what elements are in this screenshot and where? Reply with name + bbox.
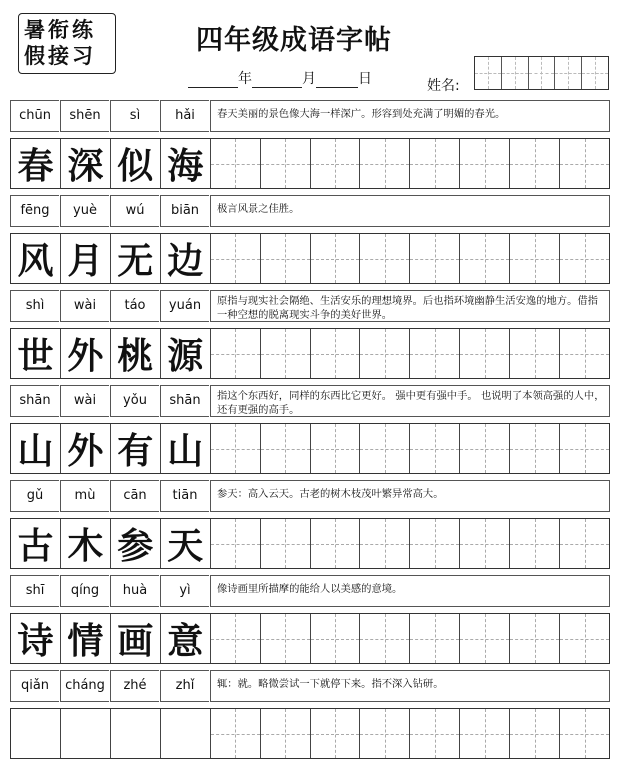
practice-cell[interactable] <box>460 329 510 378</box>
practice-cell[interactable] <box>460 709 510 758</box>
model-character: 源 <box>167 335 204 377</box>
idiom-block <box>10 290 610 379</box>
model-character: 风 <box>17 240 54 282</box>
model-character-cell <box>11 139 61 188</box>
pinyin-cell: cān <box>110 480 159 512</box>
practice-cell[interactable] <box>410 139 460 188</box>
pinyin-cell: zhé <box>110 670 159 702</box>
model-character-cell <box>161 519 211 568</box>
practice-cell[interactable] <box>460 614 510 663</box>
practice-cell[interactable] <box>211 139 261 188</box>
model-character-cell <box>61 614 111 663</box>
pinyin-cell: táo <box>110 290 159 322</box>
model-character-cell <box>61 329 111 378</box>
idiom-block <box>10 195 610 284</box>
pinyin-cell: chūn <box>10 100 59 132</box>
pinyin-cell: yuè <box>60 195 109 227</box>
day-label: 日 <box>358 71 372 87</box>
pinyin-row <box>10 480 610 512</box>
name-grid[interactable] <box>474 56 609 90</box>
model-character: 有 <box>117 430 154 472</box>
date-line <box>188 68 372 88</box>
practice-cell[interactable] <box>510 234 560 283</box>
practice-cell[interactable] <box>311 424 361 473</box>
practice-cell[interactable] <box>360 139 410 188</box>
practice-cell[interactable] <box>211 519 261 568</box>
practice-grid <box>10 423 610 474</box>
practice-cell[interactable] <box>360 614 410 663</box>
practice-cell[interactable] <box>560 519 609 568</box>
practice-cell[interactable] <box>261 709 311 758</box>
practice-cell[interactable] <box>410 234 460 283</box>
practice-cell[interactable] <box>510 519 560 568</box>
idiom-block <box>10 100 610 189</box>
idiom-block <box>10 575 610 664</box>
practice-cell[interactable] <box>311 709 361 758</box>
pinyin-cell: cháng <box>60 670 109 702</box>
practice-cell[interactable] <box>360 234 410 283</box>
model-character-cell <box>111 329 161 378</box>
model-character-cell <box>111 519 161 568</box>
model-character: 画 <box>117 620 154 662</box>
model-character-cell <box>111 424 161 473</box>
practice-grid <box>10 328 610 379</box>
model-character: 似 <box>117 145 154 187</box>
year-blank[interactable] <box>188 73 238 88</box>
model-character-cell <box>61 519 111 568</box>
model-character-cell <box>11 614 61 663</box>
pinyin-cell: gǔ <box>10 480 59 512</box>
pinyin-cell: wài <box>60 290 109 322</box>
pinyin-cell: shān <box>160 385 209 417</box>
logo-box <box>18 13 116 74</box>
model-character-cell <box>111 614 161 663</box>
pinyin-cell: biān <box>160 195 209 227</box>
definition-text: 指这个东西好，同样的东西比它更好。 强中更有强中手。 也说明了本领高强的人中，还有更强的高手。 <box>210 385 610 417</box>
practice-cell[interactable] <box>261 614 311 663</box>
pinyin-row <box>10 100 610 132</box>
model-character: 古 <box>17 525 54 567</box>
practice-cell[interactable] <box>360 424 410 473</box>
model-character: 桃 <box>117 335 154 377</box>
practice-cell[interactable] <box>560 424 609 473</box>
model-character: 参 <box>117 525 154 567</box>
practice-cell[interactable] <box>311 329 361 378</box>
logo-line-1: 暑衔练 <box>24 17 96 42</box>
practice-cell[interactable] <box>510 614 560 663</box>
pinyin-cell: fēng <box>10 195 59 227</box>
model-character: 深 <box>67 145 104 187</box>
practice-grid <box>10 138 610 189</box>
pinyin-cell: wú <box>110 195 159 227</box>
practice-cell[interactable] <box>560 329 609 378</box>
pinyin-cell: shēn <box>60 100 109 132</box>
name-label: 姓名: <box>427 78 460 94</box>
practice-cell[interactable] <box>211 329 261 378</box>
pinyin-cell: tiān <box>160 480 209 512</box>
practice-cell[interactable] <box>410 614 460 663</box>
pinyin-cell: wài <box>60 385 109 417</box>
practice-cell[interactable] <box>261 139 311 188</box>
pinyin-row <box>10 670 610 702</box>
practice-cell[interactable] <box>410 329 460 378</box>
pinyin-row <box>10 575 610 607</box>
model-character-cell <box>11 519 61 568</box>
model-character-cell <box>61 139 111 188</box>
practice-cell[interactable] <box>311 614 361 663</box>
pinyin-row <box>10 195 610 227</box>
pinyin-cell: yì <box>160 575 209 607</box>
model-character: 山 <box>167 430 204 472</box>
idiom-block <box>10 480 610 569</box>
model-character-cell <box>161 424 211 473</box>
pinyin-cell: sì <box>110 100 159 132</box>
practice-cell[interactable] <box>560 234 609 283</box>
model-character: 木 <box>67 525 104 567</box>
model-character-cell <box>161 139 211 188</box>
month-label: 月 <box>302 71 316 87</box>
pinyin-cell: qíng <box>60 575 109 607</box>
model-character: 世 <box>17 335 54 377</box>
pinyin-cell: shì <box>10 290 59 322</box>
practice-cell[interactable] <box>460 139 510 188</box>
practice-cell[interactable] <box>311 139 361 188</box>
model-character: 山 <box>17 430 54 472</box>
practice-cell[interactable] <box>161 709 211 758</box>
practice-cell[interactable] <box>560 709 609 758</box>
practice-cell[interactable] <box>111 709 161 758</box>
model-character: 天 <box>167 525 204 567</box>
model-character-cell <box>111 139 161 188</box>
practice-cell[interactable] <box>61 709 111 758</box>
practice-cell[interactable] <box>410 424 460 473</box>
definition-text: 原指与现实社会隔绝、生活安乐的理想境界。后也指环境幽静生活安逸的地方。借指一种空想的脱离现实斗争的美好世界。 <box>210 290 610 322</box>
practice-cell[interactable] <box>560 614 609 663</box>
definition-text: 极言风景之佳胜。 <box>210 195 610 227</box>
practice-cell[interactable] <box>410 519 460 568</box>
definition-text: 春天美丽的景色像大海一样深广。形容到处充满了明媚的春光。 <box>210 100 610 132</box>
practice-grid <box>10 613 610 664</box>
model-character: 月 <box>67 240 104 282</box>
practice-cell[interactable] <box>211 709 261 758</box>
idiom-block <box>10 385 610 474</box>
practice-cell[interactable] <box>460 424 510 473</box>
practice-cell[interactable] <box>311 519 361 568</box>
practice-cell[interactable] <box>360 519 410 568</box>
definition-text: 参天：高入云天。古老的树木枝茂叶繁异常高大。 <box>210 480 610 512</box>
practice-grid <box>10 233 610 284</box>
page-title: 四年级成语字帖 <box>196 25 392 56</box>
practice-cell[interactable] <box>211 614 261 663</box>
model-character-cell <box>161 614 211 663</box>
practice-cell[interactable] <box>211 424 261 473</box>
pinyin-cell: huà <box>110 575 159 607</box>
practice-cell[interactable] <box>211 234 261 283</box>
model-character-cell <box>161 234 211 283</box>
model-character: 春 <box>17 145 54 187</box>
pinyin-cell: mù <box>60 480 109 512</box>
practice-cell[interactable] <box>460 519 510 568</box>
idiom-block <box>10 670 610 759</box>
pinyin-row <box>10 385 610 417</box>
model-character-cell <box>61 234 111 283</box>
pinyin-cell: hǎi <box>160 100 209 132</box>
model-character: 外 <box>67 430 104 472</box>
practice-cell[interactable] <box>510 329 560 378</box>
model-character: 边 <box>167 240 204 282</box>
model-character-cell <box>161 329 211 378</box>
pinyin-cell: yuán <box>160 290 209 322</box>
model-character: 海 <box>167 145 204 187</box>
day-blank[interactable] <box>316 73 358 88</box>
practice-cell[interactable] <box>460 234 510 283</box>
pinyin-row <box>10 290 610 322</box>
model-character: 无 <box>117 240 154 282</box>
model-character: 诗 <box>17 620 54 662</box>
model-character-cell <box>11 234 61 283</box>
pinyin-cell: qiǎn <box>10 670 59 702</box>
month-blank[interactable] <box>252 73 302 88</box>
practice-cell[interactable] <box>261 234 311 283</box>
pinyin-cell: yǒu <box>110 385 159 417</box>
model-character: 情 <box>67 620 104 662</box>
practice-cell[interactable] <box>410 709 460 758</box>
practice-cell[interactable] <box>311 234 361 283</box>
practice-cell[interactable] <box>510 139 560 188</box>
logo-line-2: 假接习 <box>24 43 96 68</box>
model-character-cell <box>11 424 61 473</box>
practice-cell[interactable] <box>261 424 311 473</box>
practice-grid <box>10 708 610 759</box>
definition-text: 辄：就。略微尝试一下就停下来。指不深入钻研。 <box>210 670 610 702</box>
definition-text: 像诗画里所描摩的能给人以美感的意境。 <box>210 575 610 607</box>
year-label: 年 <box>238 71 252 87</box>
pinyin-cell: shān <box>10 385 59 417</box>
practice-cell[interactable] <box>11 709 61 758</box>
pinyin-cell: zhǐ <box>160 670 209 702</box>
practice-grid <box>10 518 610 569</box>
pinyin-cell: shī <box>10 575 59 607</box>
practice-cell[interactable] <box>261 519 311 568</box>
practice-cell[interactable] <box>261 329 311 378</box>
practice-cell[interactable] <box>560 139 609 188</box>
practice-cell[interactable] <box>360 709 410 758</box>
practice-cell[interactable] <box>510 424 560 473</box>
model-character: 外 <box>67 335 104 377</box>
model-character-cell <box>61 424 111 473</box>
practice-cell[interactable] <box>510 709 560 758</box>
model-character: 意 <box>167 620 204 662</box>
model-character-cell <box>11 329 61 378</box>
practice-cell[interactable] <box>360 329 410 378</box>
model-character-cell <box>111 234 161 283</box>
